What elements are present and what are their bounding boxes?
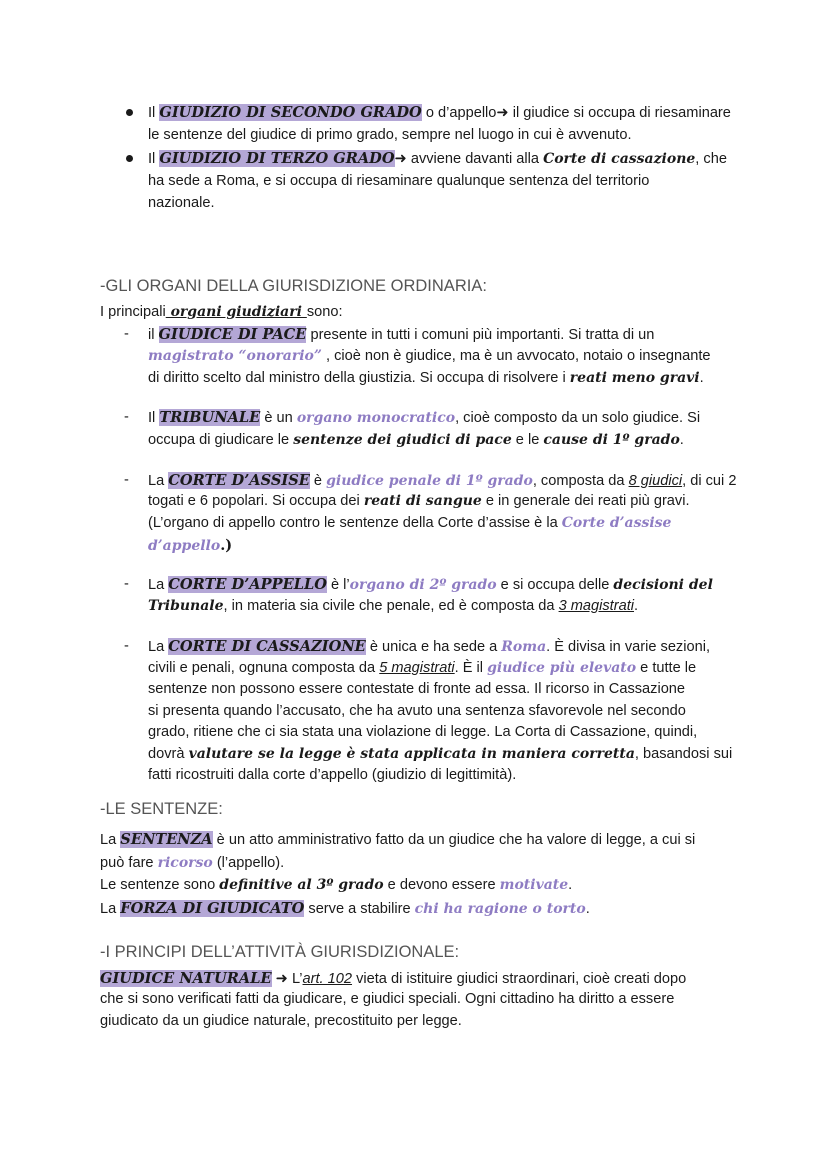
term-terzo-grado: GIUDIZIO DI TERZO GRADO [159,150,395,167]
corte-assise-line-4: d’appello.) [148,537,233,554]
list-dash: - [124,409,129,425]
term-secondo-grado: GIUDIZIO DI SECONDO GRADO [159,104,422,121]
cassazione-line-3: sentenze non possono essere contestate di fronte ad essa. Il ricorso in Cassazione [148,681,686,697]
corte-assise-line-3: (L’organo di appello contro le sentenze della Corte d’assise è la Corte d’assise [148,515,672,531]
bullet-dot [126,155,133,162]
section-heading-sentenze: -LE SENTENZE: [100,800,223,818]
list-dash: - [124,638,129,654]
list-dash: - [124,472,129,488]
corte-appello-line-2: Tribunale, in materia sia civile che penale, ed è composta da 3 magistrati. [148,598,639,614]
bullet-2-line-1: Il GIUDIZIO DI TERZO GRADO➜ avviene davanti alla Corte di cassazione, che [148,150,727,167]
sentenze-line-1: La SENTENZA è un atto amministrativo fatto da un giudice che ha valore di legge, a cui si [100,831,696,848]
principi-line-2: che si sono verificati fatti da giudicare, e giudici speciali. Ogni cittadino ha diritto a essere [100,991,675,1007]
giudice-pace-line-1: il GIUDICE DI PACE presente in tutti i comuni più importanti. Si tratta di un [148,326,655,343]
giudice-pace-line-3: di diritto scelto dal ministro della giustizia. Si occupa di risolvere i reati meno gravi. [148,370,704,386]
principi-line-1: GIUDICE NATURALE ➜ L’art. 102 vieta di istituire giudici straordinari, cioè creati dopo [100,970,687,987]
section-heading-principi: -I PRINCIPI DELL’ATTIVITÀ GIURISDIZIONALE: [100,943,460,961]
corte-assise-line-1: La CORTE D’ASSISE è giudice penale di 1º grado, composta da 8 giudici, di cui 2 [148,472,737,489]
cassazione-line-6: dovrà valutare se la legge è stata applicata in maniera corretta, basandosi sui [148,746,733,762]
section-heading-organi: -GLI ORGANI DELLA GIURISDIZIONE ORDINARIA: [100,277,487,295]
tribunale-line-2: occupa di giudicare le sentenze dei giudici di pace e le cause di 1º grado. [148,432,684,448]
cassazione-line-4: si presenta quando l’accusato, che ha avuto una sentenza sfavorevole nel secondo [148,703,686,719]
list-dash: - [124,576,129,592]
corte-assise-line-2: togati e 6 popolari. Si occupa dei reati di sangue e in generale dei reati più gravi. [148,493,690,509]
list-dash: - [124,326,129,342]
arrow-right-icon: ➜ [394,151,407,167]
cassazione-line-7: fatti ricostruiti dalla corte d’appello (giudizio di legittimità). [148,767,517,783]
cassazione-line-5: grado, ritiene che ci sia stata una violazione di legge. La Corta di Cassazione, quindi, [148,724,698,740]
giudice-pace-line-2: magistrato “onorario” , cioè non è giudice, ma è un avvocato, notaio o insegnante [148,348,711,364]
organi-intro: I principali organi giudiziari sono: [100,304,343,320]
bullet-1-line-1: Il GIUDIZIO DI SECONDO GRADO o d’appello➜ il giudice si occupa di riesaminare [148,104,731,121]
bullet-1-line-2: le sentenze del giudice di primo grado, sempre nel luogo in cui è avvenuto. [148,127,632,143]
principi-line-3: giudicato da un giudice naturale, precostituito per legge. [100,1013,462,1029]
sentenze-line-4: La FORZA DI GIUDICATO serve a stabilire chi ha ragione o torto. [100,900,590,917]
sentenze-line-3: Le sentenze sono definitive al 3º grado e devono essere motivate. [100,877,573,893]
bullet-2-line-2: ha sede a Roma, e si occupa di riesaminare qualunque sentenza del territorio [148,173,650,189]
bullet-dot [126,109,133,116]
corte-appello-line-1: La CORTE D’APPELLO è l’organo di 2º grado e si occupa delle decisioni del [148,576,713,593]
tribunale-line-1: Il TRIBUNALE è un organo monocratico, cioè composto da un solo giudice. Si [148,409,701,426]
bullet-2-line-3: nazionale. [148,195,215,211]
cassazione-line-2: civili e penali, ognuna composta da 5 magistrati. È il giudice più elevato e tutte le [148,660,697,676]
sentenze-line-2: può fare ricorso (l’appello). [100,855,285,871]
arrow-right-icon: ➜ [496,105,509,121]
arrow-right-icon: ➜ [271,971,292,987]
cassazione-line-1: La CORTE DI CASSAZIONE è unica e ha sede a Roma. È divisa in varie sezioni, [148,638,711,655]
